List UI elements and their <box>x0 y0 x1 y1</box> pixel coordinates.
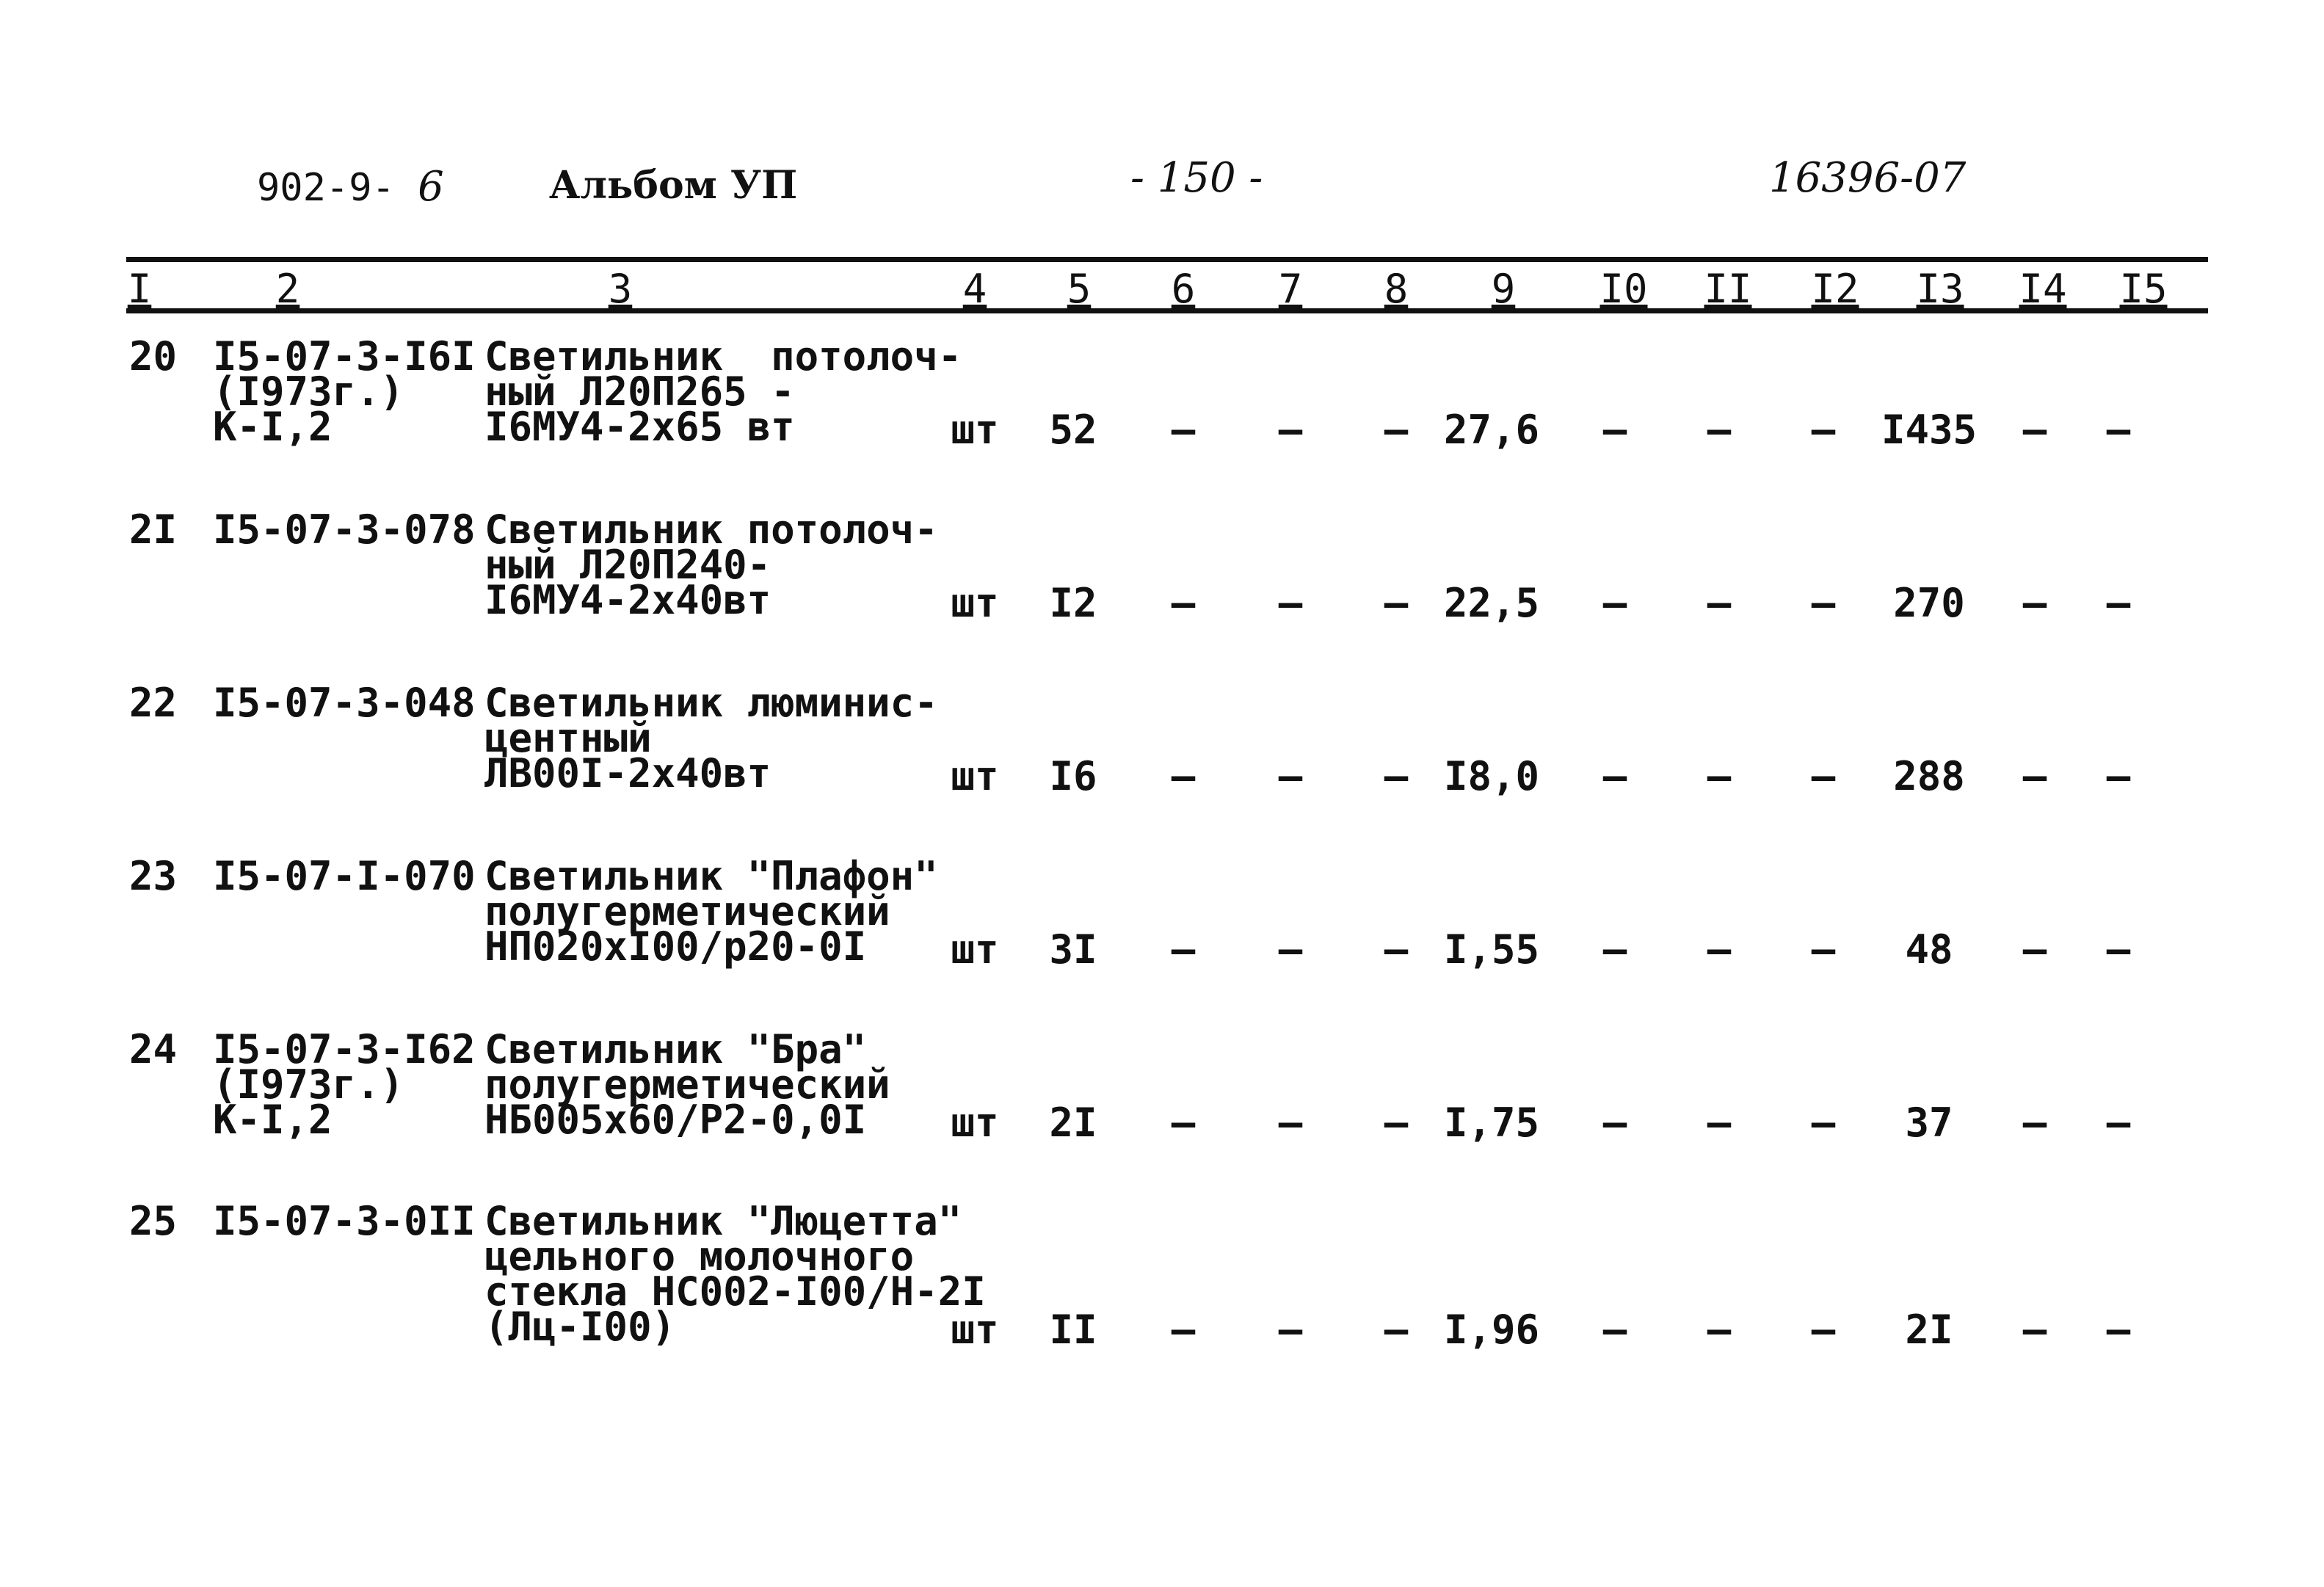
catalog-code: I5-07-3-I6I (I973г.) К-I,2 <box>213 333 476 450</box>
col-13-value: 270 <box>1893 580 1965 626</box>
col-10-value: – <box>1602 580 1627 626</box>
col-6-value: – <box>1171 753 1196 799</box>
quantity: I6 <box>1049 753 1097 799</box>
quantity: 3I <box>1049 926 1097 973</box>
sheet-code: 16396-07 <box>1769 154 1967 202</box>
item-description: Светильник "Люцетта" цельного молочного стекла НС002-I00/Н-2I (Лц-I00) <box>484 1198 986 1350</box>
col-11-value: – <box>1707 580 1732 626</box>
col-12-value: – <box>1811 753 1836 799</box>
col-12-value: – <box>1811 407 1836 453</box>
table-header-rule <box>126 308 2208 313</box>
column-number-6: 6 <box>1171 266 1196 312</box>
col-8-value: – <box>1384 926 1409 973</box>
col-12-value: – <box>1811 926 1836 973</box>
col-7-value: – <box>1278 1307 1303 1353</box>
col-9-value: I,75 <box>1443 1100 1540 1146</box>
quantity: II <box>1049 1307 1097 1353</box>
col-11-value: – <box>1707 1307 1732 1353</box>
col-13-value: 48 <box>1905 926 1953 973</box>
col-8-value: – <box>1384 580 1409 626</box>
column-number-14: I4 <box>2019 266 2067 312</box>
item-description: Светильник люминис- центный ЛВ00I-2х40вт <box>484 680 938 796</box>
col-8-value: – <box>1384 1100 1409 1146</box>
quantity: I2 <box>1049 580 1097 626</box>
item-description: Светильник потолоч- ный Л20П240- I6МУ4-2х40вт <box>484 506 938 623</box>
unit: шт <box>951 407 999 453</box>
document-code-printed: 902-9- <box>257 166 395 210</box>
column-number-5: 5 <box>1067 266 1092 312</box>
unit: шт <box>951 580 999 626</box>
col-11-value: – <box>1707 926 1732 973</box>
unit: шт <box>951 926 999 973</box>
col-14-value: – <box>2022 926 2047 973</box>
col-8-value: – <box>1384 407 1409 453</box>
col-14-value: – <box>2022 1100 2047 1146</box>
col-9-value: 27,6 <box>1443 407 1540 453</box>
col-9-value: I,55 <box>1443 926 1540 973</box>
column-number-15: I5 <box>2119 266 2168 312</box>
col-10-value: – <box>1602 1307 1627 1353</box>
catalog-code: I5-07-3-048 <box>213 680 476 726</box>
col-12-value: – <box>1811 1100 1836 1146</box>
col-13-value: 37 <box>1905 1100 1953 1146</box>
quantity: 52 <box>1049 407 1097 453</box>
col-11-value: – <box>1707 1100 1732 1146</box>
page-number: - 150 - <box>1130 154 1263 202</box>
col-12-value: – <box>1811 580 1836 626</box>
column-number-3: 3 <box>608 266 633 312</box>
col-9-value: I8,0 <box>1443 753 1540 799</box>
column-number-10: I0 <box>1599 266 1648 312</box>
catalog-code: I5-07-3-078 <box>213 506 476 553</box>
col-11-value: – <box>1707 753 1732 799</box>
album-title: Альбом УП <box>549 163 798 208</box>
col-10-value: – <box>1602 1100 1627 1146</box>
column-number-1: I <box>127 266 152 312</box>
col-9-value: 22,5 <box>1443 580 1540 626</box>
item-description: Светильник "Бра" полугерметический НБ005х60/Р2-0,0I <box>484 1026 890 1143</box>
col-10-value: – <box>1602 753 1627 799</box>
row-number: 20 <box>129 333 178 380</box>
col-7-value: – <box>1278 407 1303 453</box>
col-13-value: 288 <box>1893 753 1965 799</box>
col-14-value: – <box>2022 407 2047 453</box>
col-13-value: 2I <box>1905 1307 1953 1353</box>
table-top-rule <box>126 257 2208 262</box>
unit: шт <box>951 753 999 799</box>
col-15-value: – <box>2106 926 2131 973</box>
column-number-13: I3 <box>1916 266 1964 312</box>
col-13-value: I435 <box>1881 407 1978 453</box>
col-8-value: – <box>1384 1307 1409 1353</box>
col-6-value: – <box>1171 580 1196 626</box>
catalog-code: I5-07-3-0II <box>213 1198 476 1244</box>
col-10-value: – <box>1602 926 1627 973</box>
col-15-value: – <box>2106 407 2131 453</box>
column-number-7: 7 <box>1278 266 1303 312</box>
quantity: 2I <box>1049 1100 1097 1146</box>
col-10-value: – <box>1602 407 1627 453</box>
col-7-value: – <box>1278 926 1303 973</box>
column-number-8: 8 <box>1384 266 1409 312</box>
column-number-11: II <box>1704 266 1752 312</box>
unit: шт <box>951 1100 999 1146</box>
column-number-4: 4 <box>962 266 987 312</box>
catalog-code: I5-07-I-070 <box>213 853 476 899</box>
col-11-value: – <box>1707 407 1732 453</box>
col-15-value: – <box>2106 1307 2131 1353</box>
row-number: 25 <box>129 1198 178 1244</box>
col-12-value: – <box>1811 1307 1836 1353</box>
document-code <box>257 163 444 211</box>
catalog-code: I5-07-3-I62 (I973г.) К-I,2 <box>213 1026 476 1143</box>
col-9-value: I,96 <box>1443 1307 1540 1353</box>
col-8-value: – <box>1384 753 1409 799</box>
col-15-value: – <box>2106 753 2131 799</box>
col-15-value: – <box>2106 580 2131 626</box>
col-6-value: – <box>1171 926 1196 973</box>
column-number-12: I2 <box>1811 266 1859 312</box>
column-number-9: 9 <box>1491 266 1516 312</box>
col-7-value: – <box>1278 753 1303 799</box>
col-14-value: – <box>2022 1307 2047 1353</box>
col-7-value: – <box>1278 580 1303 626</box>
col-6-value: – <box>1171 1307 1196 1353</box>
row-number: 23 <box>129 853 178 899</box>
col-6-value: – <box>1171 1100 1196 1146</box>
row-number: 22 <box>129 680 178 726</box>
row-number: 2I <box>129 506 178 553</box>
item-description: Светильник потолоч- ный Л20П265 - I6МУ4-2х65 вт <box>484 333 962 450</box>
unit: шт <box>951 1307 999 1353</box>
item-description: Светильник "Плафон" полугерметический НП020хI00/р20-0I <box>484 853 938 970</box>
col-15-value: – <box>2106 1100 2131 1146</box>
col-14-value: – <box>2022 580 2047 626</box>
document-code-handwritten: 6 <box>418 163 444 211</box>
column-number-2: 2 <box>275 266 300 312</box>
col-6-value: – <box>1171 407 1196 453</box>
col-14-value: – <box>2022 753 2047 799</box>
col-7-value: – <box>1278 1100 1303 1146</box>
row-number: 24 <box>129 1026 178 1072</box>
